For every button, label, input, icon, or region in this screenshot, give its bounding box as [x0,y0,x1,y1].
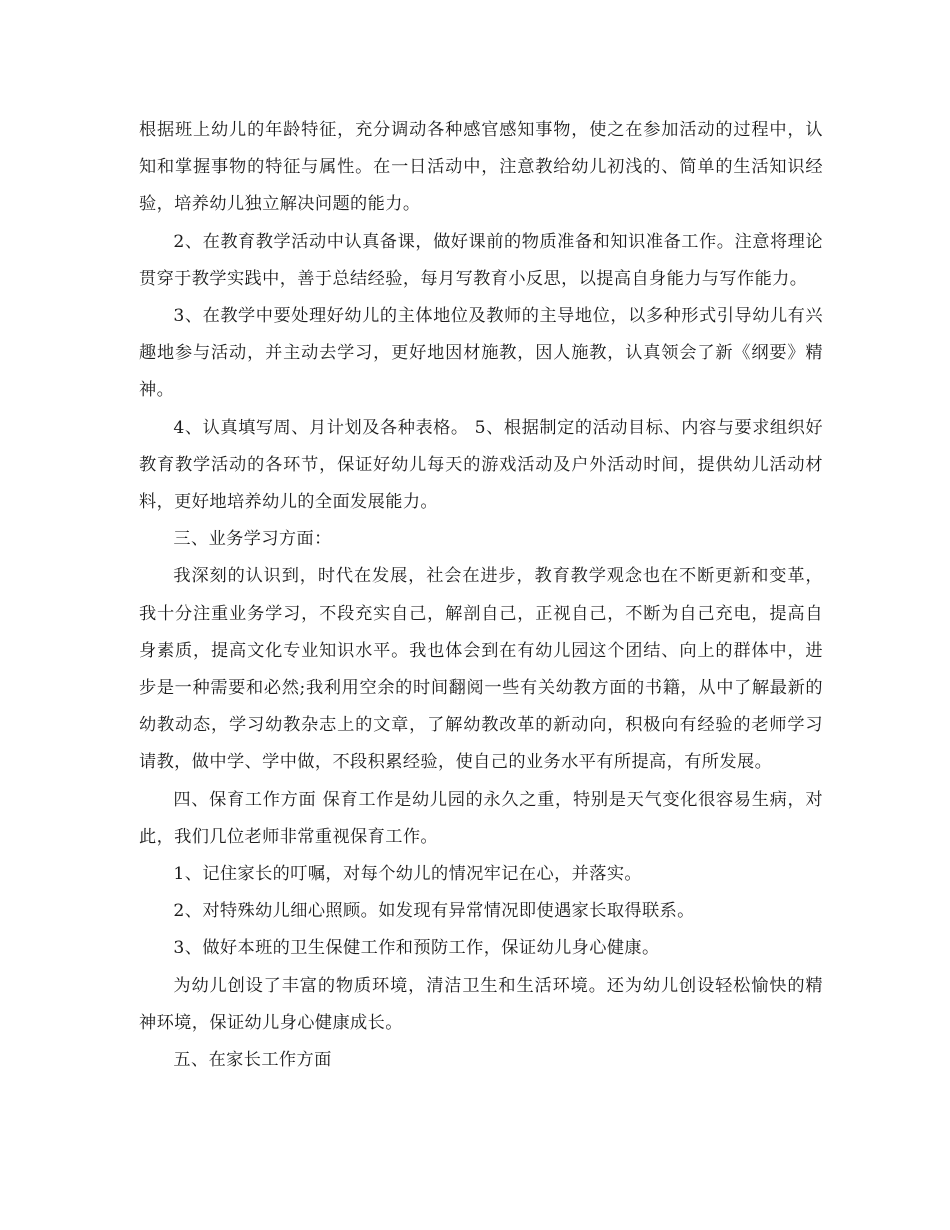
document-body [139,112,823,1079]
paragraph-11: 为幼儿创设了丰富的物质环境，清洁卫生和生活环境。还为幼儿创设轻松愉快的精神环境，保证幼儿身心健康成长。 [139,975,823,1033]
section-heading-parent-work: 五、在家长工作方面 [173,1050,332,1071]
list-item-3: 3、做好本班的卫生保健工作和预防工作，保证幼儿身心健康。 [173,938,660,959]
list-item-2: 2、对特殊幼儿细心照顾。如发现有异常情况即使遇家长取得联系。 [173,901,695,922]
paragraph-1: 根据班上幼儿的年龄特征，充分调动各种感官感知事物，使之在参加活动的过程中，认知和掌握事物的特征与属性。在一日活动中，注意教给幼儿初浅的、简单的生活知识经验，培养幼儿独立解决问题的能力。 [139,120,823,215]
section-heading-business-study: 三、业务学习方面： [173,529,332,550]
paragraph-7: 四、保育工作方面 保育工作是幼儿园的永久之重，特别是天气变化很容易生病，对此，我们几位老师非常重视保育工作。 [139,789,823,847]
list-item-1: 1、记住家长的叮嘱，对每个幼儿的情况牢记在心，并落实。 [173,864,643,885]
paragraph-2: 2、在教育教学活动中认真备课，做好课前的物质准备和知识准备工作。注意将理论贯穿于教学实践中，善于总结经验，每月写教育小反思，以提高自身能力与写作能力。 [139,231,823,289]
paragraph-3: 3、在教学中要处理好幼儿的主体地位及教师的主导地位，以多种形式引导幼儿有兴趣地参与活动，并主动去学习，更好地因材施教，因人施教，认真领会了新《纲要》精神。 [139,306,823,401]
paragraph-4: 4、认真填写周、月计划及各种表格。 5、根据制定的活动目标、内容与要求组织好教育教学活动的各环节，保证好幼儿每天的游戏活动及户外活动时间，提供幼儿活动材料，更好地培养幼儿的全面发展能力。 [139,417,823,513]
paragraph-6: 我深刻的认识到，时代在发展，社会在进步，教育教学观念也在不断更新和变革，我十分注重业务学习，不段充实自己，解剖自己，正视自己，不断为自己充电，提高自身素质，提高文化专业知识水平。我也体会到在有幼儿园这个团结、向上的群体中，进步是一种需要和必然;我利用空余的时间翻阅一些有关幼教方面的书籍，从中了解最新的幼教动态，学习幼教杂志上的文章，了解幼教改革的新动向，积极向有经验的老师学习请教，做中学、学中做，不段积累经验，使自己的业务水平有所提高，有所发展。 [139,566,823,773]
